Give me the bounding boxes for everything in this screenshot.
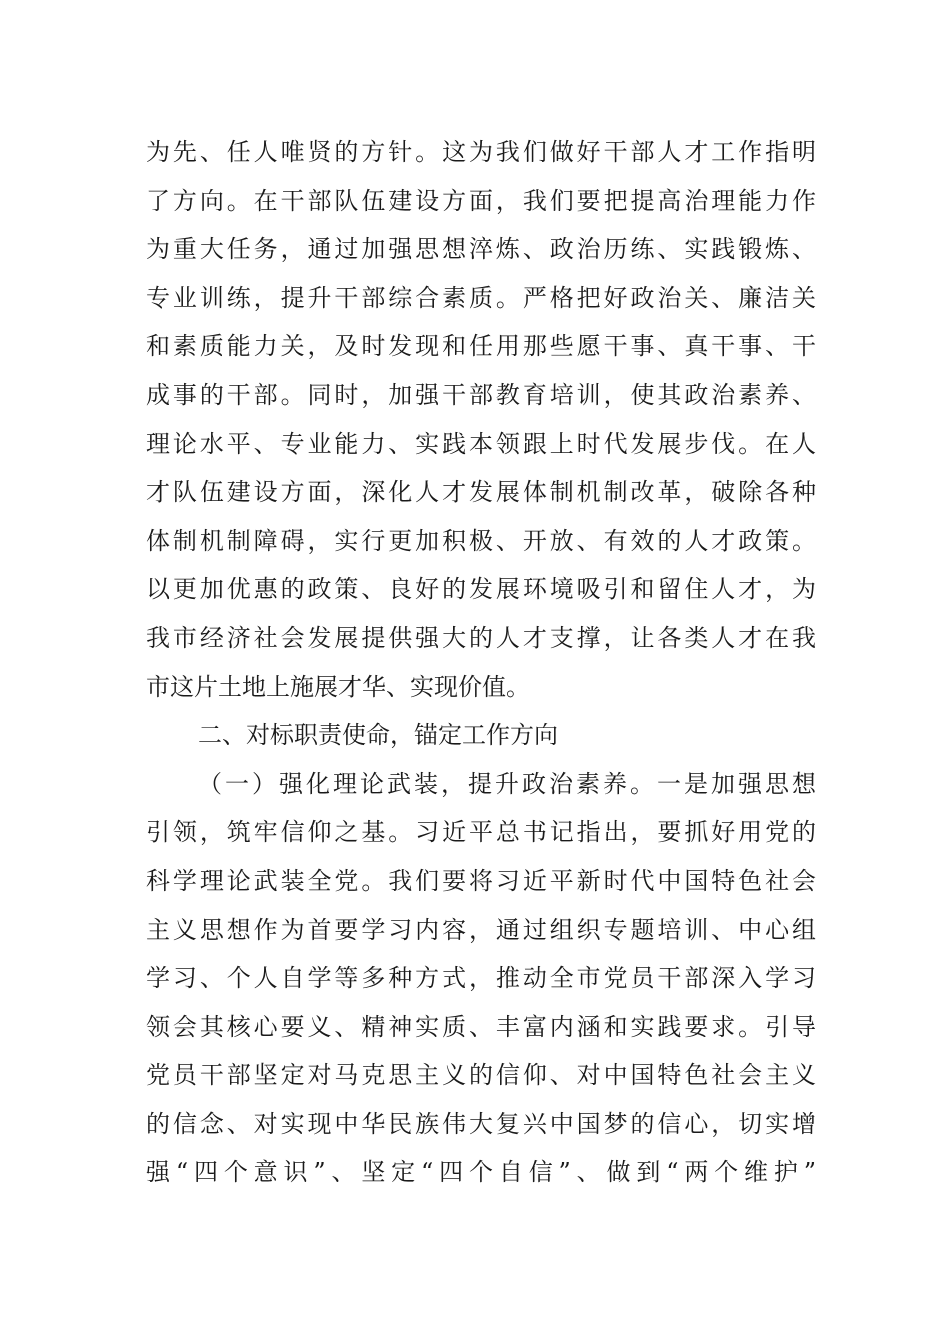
text-line: 专业训练，提升干部综合素质。严格把好政治关、廉洁关 bbox=[146, 283, 816, 312]
text-line: 主义思想作为首要学习内容，通过组织专题培训、中心组 bbox=[146, 915, 816, 944]
subsection-first-line: （一）强化理论武装，提升政治素养。一是加强思想 bbox=[198, 769, 816, 798]
text-line: 党员干部坚定对马克思主义的信仰、对中国特色社会主义 bbox=[146, 1061, 816, 1090]
text-line: 科学理论武装全党。我们要将习近平新时代中国特色社会 bbox=[146, 866, 816, 895]
text-line: 强“四个意识”、坚定“四个自信”、做到“两个维护” bbox=[146, 1158, 816, 1187]
text-line: 了方向。在干部队伍建设方面，我们要把提高治理能力作 bbox=[146, 186, 816, 215]
text-line: 成事的干部。同时，加强干部教育培训，使其政治素养、 bbox=[146, 380, 816, 409]
text-line: 才队伍建设方面，深化人才发展体制机制改革，破除各种 bbox=[146, 478, 816, 507]
text-line: 我市经济社会发展提供强大的人才支撑，让各类人才在我 bbox=[146, 623, 816, 652]
text-line: 的信念、对实现中华民族伟大复兴中国梦的信心，切实增 bbox=[146, 1109, 816, 1138]
paragraph-last-line: 市这片土地上施展才华、实现价值。 bbox=[146, 672, 530, 701]
text-line: 以更加优惠的政策、良好的发展环境吸引和留住人才，为 bbox=[146, 575, 816, 604]
text-line: 和素质能力关，及时发现和任用那些愿干事、真干事、干 bbox=[146, 332, 816, 361]
text-line: 学习、个人自学等多种方式，推动全市党员干部深入学习 bbox=[146, 964, 816, 993]
text-line: 体制机制障碍，实行更加积极、开放、有效的人才政策。 bbox=[146, 526, 816, 555]
text-line: 为先、任人唯贤的方针。这为我们做好干部人才工作指明 bbox=[146, 138, 816, 166]
text-line: 为重大任务，通过加强思想淬炼、政治历练、实践锻炼、 bbox=[146, 235, 816, 264]
text-line: 领会其核心要义、精神实质、丰富内涵和实践要求。引导 bbox=[146, 1012, 816, 1041]
document-body bbox=[146, 128, 816, 1197]
section-heading: 二、对标职责使命，锚定工作方向 bbox=[198, 721, 558, 750]
text-line: 理论水平、专业能力、实践本领跟上时代发展步伐。在人 bbox=[146, 429, 816, 458]
text-line: 引领，筑牢信仰之基。习近平总书记指出，要抓好用党的 bbox=[146, 818, 816, 847]
